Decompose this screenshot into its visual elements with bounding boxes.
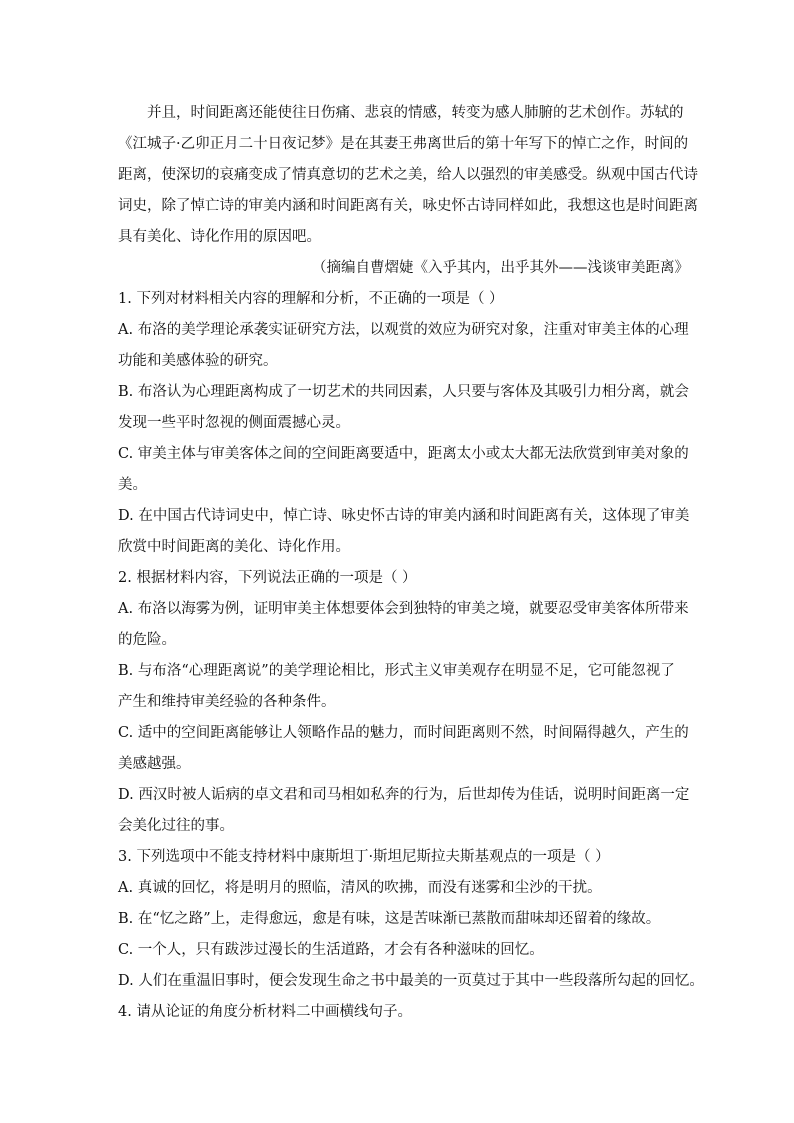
option-d-cont: 欣赏中时间距离的美化、诗化作用。 [118,539,350,555]
option-a: A. 真诚的回忆，将是明月的照临，清风的吹拂，而没有迷雾和尘沙的干扰。 [118,880,602,896]
option-b: B. 与布洛“心理距离说”的美学理论相比，形式主义审美观存在明显不足，它可能忽视了 [118,663,675,679]
question-stem: 2. 根据材料内容，下列说法正确的一项是（ ） [118,570,417,586]
option-d-cont: 会美化过往的事。 [118,818,234,834]
option-c-cont: 美。 [118,477,147,493]
option-d: D. 西汉时被人诟病的卓文君和司马相如私奔的行为，后世却传为佳话，说明时间距离一定 [118,787,690,803]
option-b: B. 布洛认为心理距离构成了一切艺术的共同因素，人只要与客体及其吸引力相分离，就会 [118,384,689,400]
question-stem: 1. 下列对材料相关内容的理解和分析，不正确的一项是（ ） [118,291,504,307]
passage-source: （摘编自曹熠婕《入乎其内，出乎其外——浅谈审美距离》 [312,260,689,276]
option-c: C. 一个人，只有跋涉过漫长的生活道路，才会有各种滋味的回忆。 [118,942,544,958]
option-b-cont: 产生和维持审美经验的各种条件。 [118,694,336,710]
option-d: D. 人们在重温旧事时，便会发现生命之书中最美的一页莫过于其中一些段落所勾起的回忆。 [118,973,704,989]
option-c-cont: 美感越强。 [118,756,191,772]
option-b: B. 在“忆之路”上，走得愈远，愈是有味，这是苦味渐已蒸散而甜味却还留着的缘故。 [118,911,661,927]
option-a: A. 布洛以海雾为例，证明审美主体想要体会到独特的审美之境，就要忍受审美客体所带来 [118,601,689,617]
option-a-cont: 的危险。 [118,632,176,648]
question-stem: 4. 请从论证的角度分析材料二中画横线句子。 [118,1004,412,1020]
question-stem: 3. 下列选项中不能支持材料中康斯坦丁·斯坦尼斯拉夫斯基观点的一项是（ ） [118,849,610,865]
option-b-cont: 发现一些平时忽视的侧面震撼心灵。 [118,415,350,431]
passage-line: 《江城子·乙卯正月二十日夜记梦》是在其妻王弗离世后的第十年写下的悼亡之作，时间的 [118,136,689,152]
option-a-cont: 功能和美感体验的研究。 [118,353,278,369]
passage-line: 具有美化、诗化作用的原因吧。 [118,229,321,245]
option-d: D. 在中国古代诗词史中，悼亡诗、咏史怀古诗的审美内涵和时间距离有关，这体现了审美 [118,508,690,524]
passage-line: 并且，时间距离还能使往日伤痛、悲哀的情感，转变为感人肺腑的艺术创作。苏轼的 [147,105,684,121]
passage-line: 词史，除了悼亡诗的审美内涵和时间距离有关，咏史怀古诗同样如此，我想这也是时间距离 [118,198,698,214]
option-a: A. 布洛的美学理论承袭实证研究方法，以观赏的效应为研究对象，注重对审美主体的心理 [118,322,689,338]
option-c: C. 适中的空间距离能够让人领略作品的魅力，而时间距离则不然，时间隔得越久，产生的 [118,725,689,741]
passage-line: 距离，使深切的哀痛变成了情真意切的艺术之美，给人以强烈的审美感受。纵观中国古代诗 [118,167,698,183]
option-c: C. 审美主体与审美客体之间的空间距离要适中，距离太小或太大都无法欣赏到审美对象的 [118,446,689,462]
